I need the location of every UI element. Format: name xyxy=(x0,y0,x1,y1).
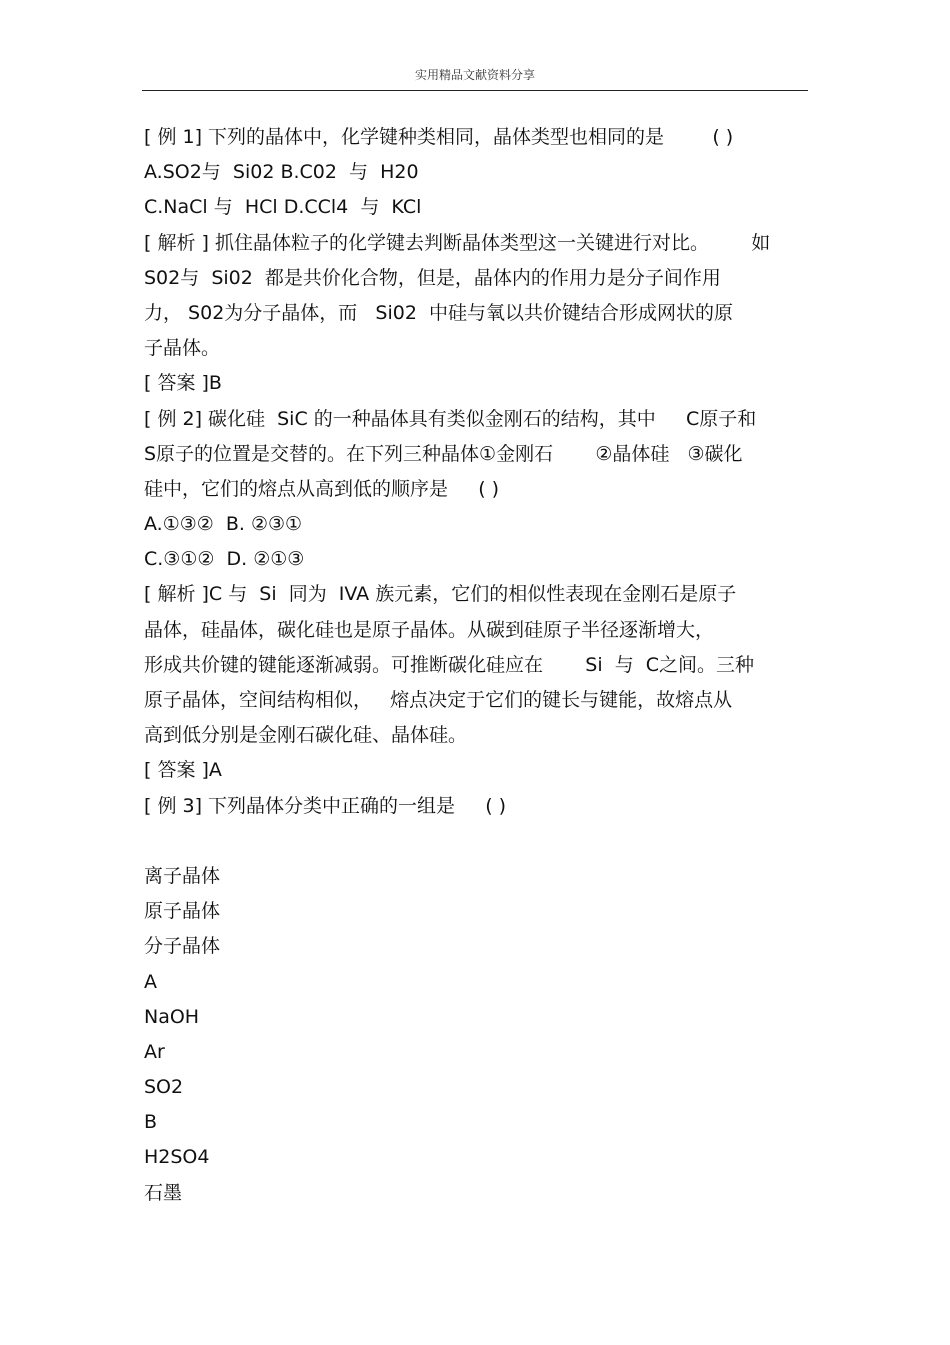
text-line: [ 例 3] 下列晶体分类中正确的一组是 ( ) xyxy=(144,794,507,817)
table-cell-text: 原子晶体 xyxy=(144,900,221,923)
text-line: 高到低分别是金刚石碳化硅、晶体硅。 xyxy=(144,724,468,747)
text-line: 力， S02为分子晶体，而 Si02 中硅与氧以共价键结合形成网状的原 xyxy=(144,301,733,324)
page-header-title: 实用精品文献资料分享 xyxy=(414,68,535,82)
text-line: 原子晶体，空间结构相似， 熔点决定于它们的键长与键能，故熔点从 xyxy=(144,689,733,711)
text-line: C.③①② D. ②①③ xyxy=(144,548,305,571)
text-line: 硅中，它们的熔点从高到低的顺序是 ( ) xyxy=(144,477,500,500)
blank-line xyxy=(144,824,810,859)
text-line: [ 解析 ] 抓住晶体粒子的化学键去判断晶体类型这一关键进行对比。 如 xyxy=(144,231,771,254)
document-body xyxy=(144,120,810,1211)
text-line: S02与 Si02 都是共价化合物，但是，晶体内的作用力是分子间作用 xyxy=(144,266,721,289)
text-line: [ 例 2] 碳化硅 SiC 的一种晶体具有类似金刚石的结构，其中 C原子和 xyxy=(144,407,757,430)
table-cell-text: 离子晶体 xyxy=(144,864,221,887)
header-divider xyxy=(142,90,808,91)
table-cell-text: B xyxy=(144,1111,158,1134)
text-line: [ 答案 ]B xyxy=(144,372,222,395)
table-cell-text: A xyxy=(144,970,157,993)
text-line: S原子的位置是交替的。在下列三种晶体①金刚石 ②晶体硅 ③碳化 xyxy=(144,442,743,465)
text-line: A.SO2与 Si02 B.C02 与 H20 xyxy=(144,161,419,184)
text-line: [ 解析 ]C 与 Si 同为 IVA 族元素，它们的相似性表现在金刚石是原子 xyxy=(144,583,737,606)
text-line: 晶体，硅晶体，碳化硅也是原子晶体。从碳到硅原子半径逐渐增大， xyxy=(144,618,715,641)
table-cell-text: SO2 xyxy=(144,1076,184,1099)
table-cell-text: Ar xyxy=(144,1040,165,1063)
text-line: A.①③② B. ②③① xyxy=(144,513,303,536)
text-line: [ 例 1] 下列的晶体中，化学键种类相同，晶体类型也相同的是 ( ) xyxy=(144,126,734,148)
text-line: C.NaCl 与 HCl D.CCl4 与 KCl xyxy=(144,196,422,219)
text-line: [ 答案 ]A xyxy=(144,759,222,782)
table-cell-text: NaOH xyxy=(144,1005,200,1028)
table-cell-text: H2SO4 xyxy=(144,1146,210,1169)
text-line: 形成共价键的键能逐渐减弱。可推断碳化硅应在 Si 与 C之间。三种 xyxy=(144,653,755,676)
table-cell-text: 石墨 xyxy=(144,1181,183,1204)
table-cell-text: 分子晶体 xyxy=(144,935,221,958)
text-line: 子晶体。 xyxy=(144,337,221,360)
